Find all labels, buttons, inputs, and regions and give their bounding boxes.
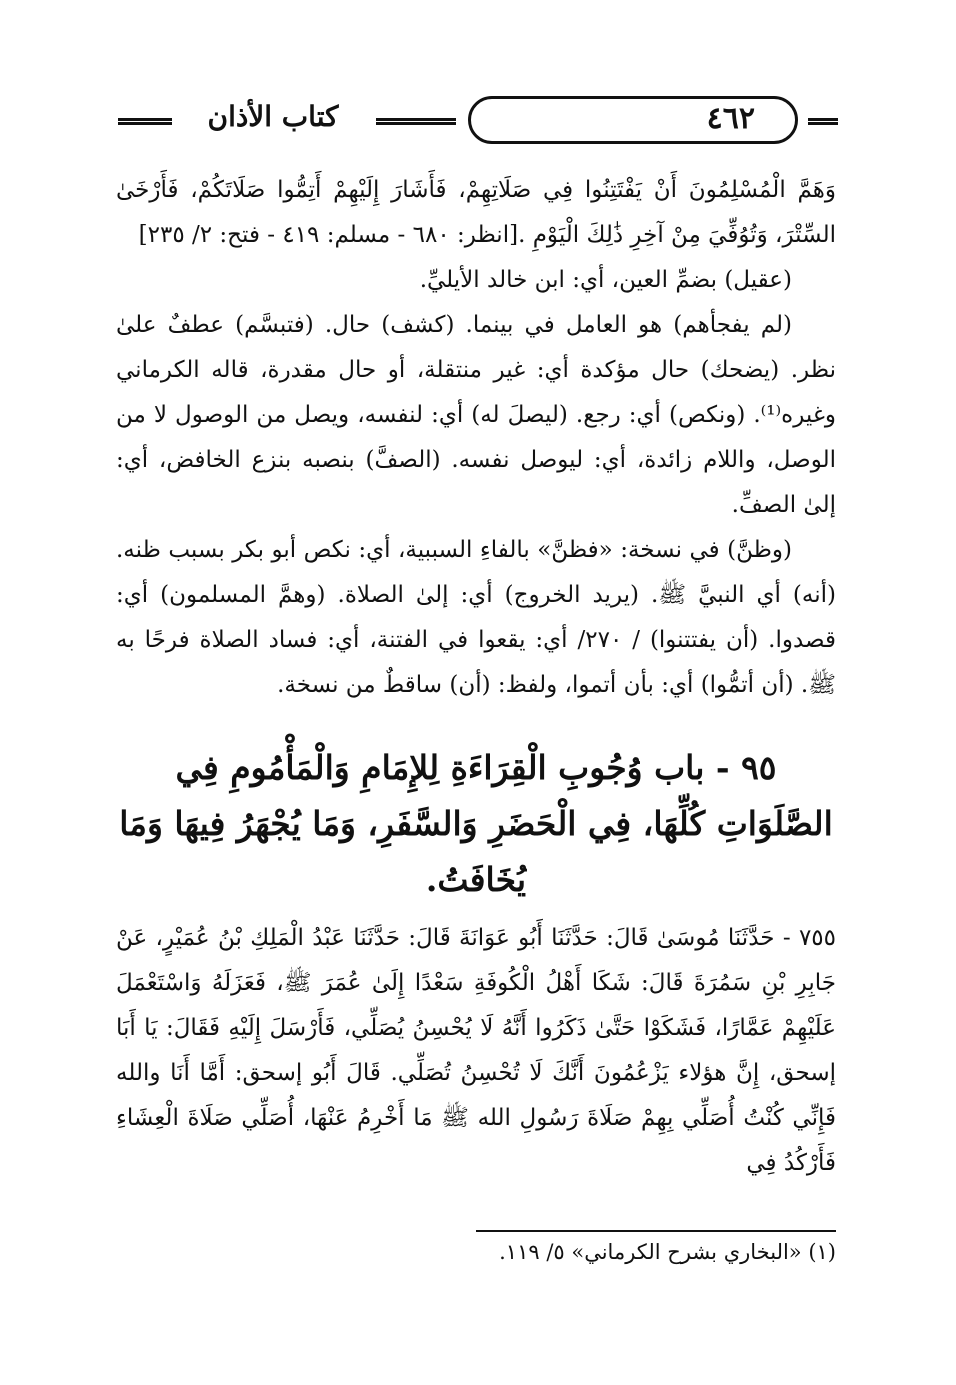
commentary-paragraph-1: (عقيل) بضمِّ العين، أي: ابن خالد الأيليِّ. — [419, 267, 792, 293]
footnote-divider — [476, 1230, 836, 1232]
book-title: كتاب الأذان — [207, 100, 339, 133]
footnote: (١) «البخاري بشرح الكرماني» ٥/ ١١٩. — [499, 1240, 836, 1264]
header-rule-right — [808, 118, 838, 125]
chapter-heading: ٩٥ - باب وُجُوبِ الْقِرَاءَةِ لِلإِمَامِ وَالْمَأْمُومِ فِي الصَّلَوَاتِ كُلِّهَا، فِي الْحَضَرِ وَالسَّفَرِ، وَمَا يُجْهَرُ فِيهَا وَمَا يُخَافَتُ. — [119, 748, 833, 899]
commentary-paragraph-3: (وظنَّ) في نسخة: «فظنَّ» بالفاءِ السببية، أي: نكص أبو بكر بسبب ظنه. (أنه) أي النبيَّ ﷺ. (يريد الخروج) أي: إلىٰ الصلاة. (وهمَّ المسلمون) أي: قصدوا. (أن يفتتنوا) / ٢٧٠/ أي: يقعوا في الفتنة، أي: فساد الصلاة فرحًا به ﷺ. (أن أتمُّوا) أي: بأن أتموا، ولفظ: (أن) ساقطٌ من نسخة. — [116, 537, 836, 698]
page-header — [118, 96, 838, 152]
commentary-paragraph-2: (لم يفجأهم) هو العامل في بينما. (كشف) حال. (فتبسَّم) عطفٌ علىٰ نظر. (يضحك) حال مؤكدة أي: غير منتقلة، أو حال مقدرة، قاله الكرماني وغيره⁽¹⁾. (ونكص) أي: رجع. (ليصلَ له) أي: لنفسه، ويصل من الوصول لا من الوصل، واللام زائدة، أي: ليوصل نفسه. (الصفَّ) بنصبه بنزع الخافض، أي: إلىٰ الصفِّ. — [116, 312, 836, 518]
header-rule-middle — [376, 118, 456, 125]
page-number-frame — [468, 96, 798, 144]
header-rule-left — [118, 118, 172, 125]
page-number: ٤٦٢ — [706, 101, 755, 136]
hadith-ending-paragraph: وَهَمَّ الْمُسْلِمُونَ أَنْ يَفْتَتِنُوا فِي صَلَاتِهِمْ، فَأَشَارَ إِلَيْهِمْ أَتِمُّوا صَلَاتَكُمْ، فَأَرْخَىٰ السِّتْرَ، وَتُوُفِّيَ مِنْ آخِرِ ذَٰلِكَ الْيَوْمِ .[انظر: ٦٨٠ - مسلم: ٤١٩ - فتح: ٢/ ٢٣٥] — [116, 177, 836, 248]
hadith-paragraph: ٧٥٥ - حَدَّثَنَا مُوسَىٰ قَالَ: حَدَّثَنَا أَبُو عَوَانَةَ قَالَ: حَدَّثَنَا عَبْدُ الْمَلِكِ بْنُ عُمَيْرٍ، عَنْ جَابِرِ بْنِ سَمُرَةَ قَالَ: شَكَا أَهْلُ الْكُوفَةِ سَعْدًا إِلَىٰ عُمَرَ ﷺ، فَعَزَلَهُ وَاسْتَعْمَلَ عَلَيْهِمْ عَمَّارًا، فَشَكَوْا حَتَّىٰ ذَكَرُوا أَنَّهُ لَا يُحْسِنُ يُصَلِّي، فَأَرْسَلَ إِلَيْهِ فَقَالَ: يَا أَبَا إسحق، إِنَّ هؤلاء يَزْعُمُونَ أَنَّكَ لَا تُحْسِنُ تُصَلِّي. قَالَ أَبُو إسحق: أَمَّا أَنَا والله فَإِنِّي كُنْتُ أُصَلِّي بِهِمْ صَلَاةَ رَسُولِ الله ﷺ مَا أَخْرِمُ عَنْهَا، أُصَلِّي صَلَاةَ الْعِشَاءِ فَأَرْكُدُ فِي — [116, 925, 836, 1176]
main-text — [116, 168, 836, 1186]
